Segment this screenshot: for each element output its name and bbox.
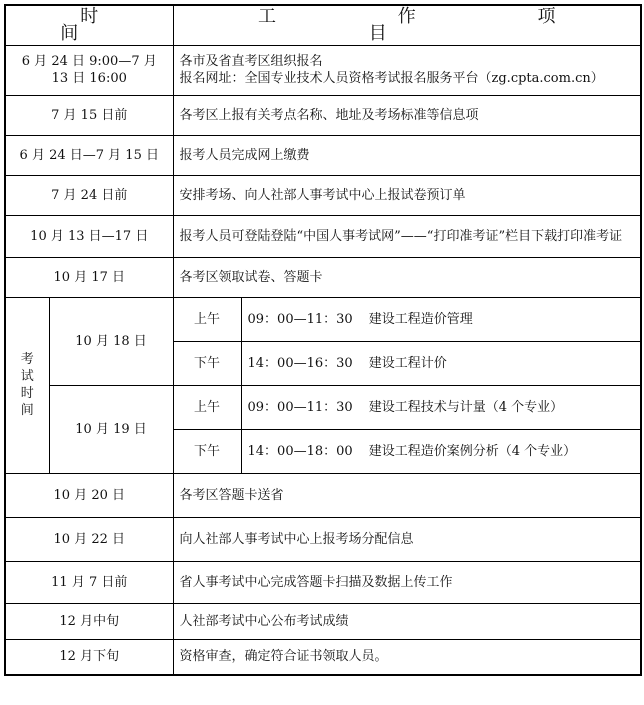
header-time-text: 时 间 — [60, 6, 139, 45]
row-work: 安排考场、向人社部人事考试中心上报试卷预订单 — [173, 175, 641, 215]
exam-session-time: 09：00—11：30 — [247, 399, 353, 415]
table-row — [5, 517, 641, 561]
row-time: 7 月 24 日前 — [5, 175, 173, 215]
row-time: 10 月 22 日 — [5, 517, 173, 561]
exam-day-date: 10 月 18 日 — [49, 297, 173, 385]
exam-schedule-table — [4, 4, 642, 676]
row-time: 6 月 24 日—7 月 15 日 — [5, 135, 173, 175]
exam-session-subject: 建设工程技术与计量（4 个专业） — [368, 399, 564, 415]
row-time: 11 月 7 日前 — [5, 561, 173, 603]
row-time: 10 月 13 日—17 日 — [5, 215, 173, 257]
row-work: 各考区上报有关考点名称、地址及考场标准等信息项 — [173, 95, 641, 135]
header-work — [173, 5, 641, 45]
row-time: 7 月 15 日前 — [5, 95, 173, 135]
row-time: 12 月下旬 — [5, 639, 173, 675]
row-work: 资格审查，确定符合证书领取人员。 — [173, 639, 641, 675]
exam-session-time: 14：00—18：00 — [247, 443, 353, 459]
row-work: 向人社部人事考试中心上报考场分配信息 — [173, 517, 641, 561]
exam-period: 上午 — [173, 297, 241, 341]
row-work: 人社部考试中心公布考试成绩 — [173, 603, 641, 639]
row-work: 各考区领取试卷、答题卡 — [173, 257, 641, 297]
exam-day-date: 10 月 19 日 — [49, 385, 173, 473]
row-time: 12 月中旬 — [5, 603, 173, 639]
row-work: 各考区答题卡送省 — [173, 473, 641, 517]
row-time: 10 月 20 日 — [5, 473, 173, 517]
row-work: 报考人员完成网上缴费 — [173, 135, 641, 175]
exam-time-label-text: 考试时间 — [20, 352, 34, 418]
table-row — [5, 257, 641, 297]
exam-session-row — [5, 297, 641, 341]
table-row — [5, 603, 641, 639]
exam-session-time: 14：00—16：30 — [247, 355, 353, 371]
exam-session — [241, 341, 641, 385]
exam-period: 上午 — [173, 385, 241, 429]
row-work-line: 各市及省直考区组织报名 — [179, 54, 323, 69]
table-row — [5, 639, 641, 675]
row-time: 6 月 24 日 9:00—7 月 13 日 16:00 — [5, 45, 173, 95]
table-row — [5, 95, 641, 135]
table-row — [5, 473, 641, 517]
row-work-line: 报名网址：全国专业技术人员资格考试报名服务平台（zg.cpta.com.cn） — [179, 71, 604, 86]
row-work: 省人事考试中心完成答题卡扫描及数据上传工作 — [173, 561, 641, 603]
table-row — [5, 175, 641, 215]
header-time — [5, 5, 173, 45]
table-row — [5, 561, 641, 603]
table-row — [5, 215, 641, 257]
schedule-document — [4, 4, 640, 700]
row-work: 报考人员可登陆登陆“中国人事考试网”——“打印准考证”栏目下载打印准考证 — [173, 215, 641, 257]
exam-period: 下午 — [173, 341, 241, 385]
exam-session — [241, 385, 641, 429]
exam-session-row — [5, 385, 641, 429]
exam-session — [241, 429, 641, 473]
exam-session — [241, 297, 641, 341]
exam-session-time: 09：00—11：30 — [247, 311, 353, 327]
row-work — [173, 45, 641, 95]
table-row — [5, 45, 641, 95]
exam-period: 下午 — [173, 429, 241, 473]
table-row — [5, 135, 641, 175]
row-time: 10 月 17 日 — [5, 257, 173, 297]
exam-time-label — [5, 297, 49, 473]
header-work-text: 工 作 项 目 — [258, 6, 614, 45]
exam-session-subject: 建设工程造价案例分析（4 个专业） — [368, 443, 577, 459]
exam-session-subject: 建设工程计价 — [368, 355, 447, 371]
exam-session-subject: 建设工程造价管理 — [368, 311, 473, 327]
header-row — [5, 5, 641, 45]
